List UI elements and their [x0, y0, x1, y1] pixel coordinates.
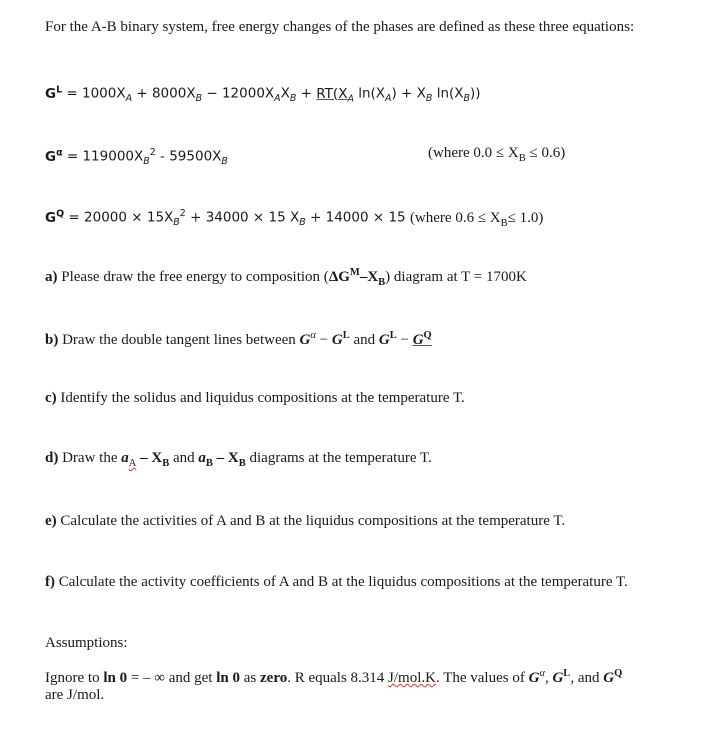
question-d: d) Draw the $a_A - X_B$ and $a_B - X_B$ diagrams at the temperature T.	[45, 450, 432, 469]
equation-alpha: $G^\alpha = 119000X_B^2 - 59500X_B$	[45, 147, 228, 168]
rt-term: $RT(X_A$	[316, 85, 354, 105]
intro-text: For the A-B binary system, free energy changes of the phases are defined as these three equations:	[45, 19, 635, 35]
equation-liquid: $G^L = 1000X_A + 8000X_B - 12000X_AX_B + RT(X_A$ $\ln(X_A) + X_B$ $\ln(X_B)$)	[45, 84, 481, 105]
g-q-symbol: $G^Q$	[45, 208, 65, 226]
equation-q: $G^Q = 20000 \times 15X_B^2 + 34000 \times 15$ $X_B + 14000 \times 15$ (where $0.6 \le X_B\le 1.0$)	[45, 208, 544, 229]
question-b: b) Draw the double tangent lines between $G^\alpha - G^L$ and $G^L - G^Q$	[45, 330, 432, 348]
question-c: c) Identify the solidus and liquidus compositions at the temperature T.	[45, 390, 465, 406]
assumptions-line-1: Ignore to ln 0 = – ∞ and get ln 0 as zero. R equals 8.314 J/mol.K. The values of $G^\alpha$, $G^L$, and $G^Q$	[45, 668, 623, 686]
question-e: e) Calculate the activities of A and B at the liquidus compositions at the temperature T.	[45, 513, 566, 529]
g-liquid-symbol: $G^L$	[45, 84, 63, 102]
alpha-range-note: (where $0.0 \le X_B \le 0.6$)	[428, 145, 566, 164]
g-alpha-symbol: $G^\alpha$	[45, 147, 63, 165]
delta-g-mix-symbol: $\Delta G^M-X_B$	[328, 267, 386, 288]
assumptions-heading: Assumptions:	[45, 635, 128, 651]
question-f: f) Calculate the activity coefficients of A and B at the liquidus compositions at the temperature T.	[45, 574, 628, 590]
question-a: a) Please draw the free energy to composition $(\Delta G^M-X_B)$ diagram at T = 1700K	[45, 267, 527, 288]
q-range-note: (where $0.6 \le X_B\le 1.0$)	[409, 209, 544, 229]
g-q-underlined: $G^Q$	[412, 330, 432, 348]
assumptions-line-2: are J/mol.	[45, 687, 105, 703]
unit-j-mol-k: J/mol.K	[388, 670, 436, 686]
